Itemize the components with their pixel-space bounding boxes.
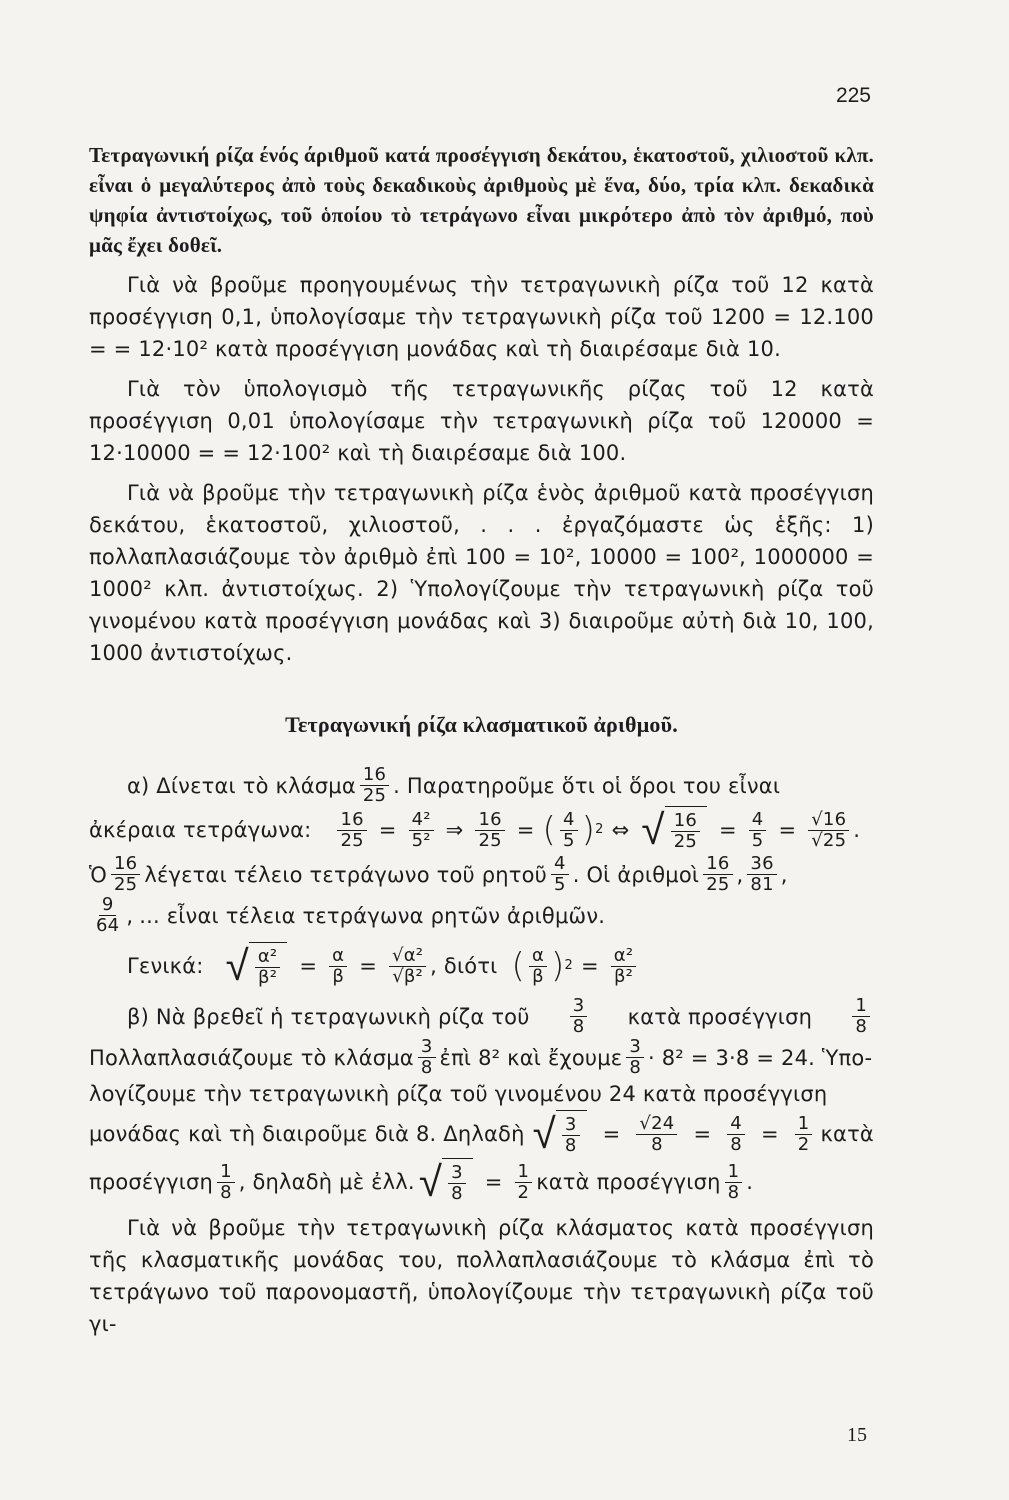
paragraph-3: Γιὰ νὰ βροῦμε τὴν τετραγωνικὴ ρίζα ἑνὸς ἀριθμοῦ κατὰ προσέγγιση δεκάτου, ἑκατοστοῦ, χιλιοστοῦ, . . . ἐργαζόμαστε ὡς ἑξῆς: 1) πολλαπλασιάζουμε τὸν ἀριθμὸ ἐπὶ 100 = 10², 10000 = 100², 1000000 = 1000² κλπ. ἀντιστοίχως. 2) Ὑπολογίζουμε τὴν τετραγωνικὴ ρίζα τοῦ γινομένου κατὰ προσέγγιση μονάδας καὶ 3) διαιροῦμε αὐτὴ διὰ 10, 100, 1000 ἀντιστοίχως. (89, 481, 874, 665)
paragraph-1: Γιὰ νὰ βροῦμε προηγουμένως τὴν τετραγωνικὴ ρίζα τοῦ 12 κατὰ προσέγγιση 0,1, ὑπολογίσαμε τὴν τετραγωνικὴ ρίζα τοῦ 1200 = 12.100 = = 12·10² κατὰ προσέγγιση μονάδας καὶ τὴ διαιρέσαμε διὰ 10. (89, 273, 874, 361)
o-prefix: Ὁ (89, 862, 108, 887)
fraction-a-b: $\frac{\alpha}{\beta}$ (529, 946, 547, 987)
page-content (89, 140, 874, 1348)
alpha-line-1 (89, 765, 874, 806)
o-end: ... εἶναι τέλεια τετράγωνα ρητῶν ἀριθμῶν. (139, 903, 606, 928)
alpha-after: . Παρατηροῦμε ὅτι οἱ ὅροι του εἶναι (393, 773, 781, 798)
o-text: λέγεται τέλειο τετράγωνο τοῦ ρητοῦ (144, 862, 548, 887)
fraction-16-25: $\frac{16}{25}$ (111, 854, 140, 895)
fraction-4sq-5sq: $\frac{\text{4²}}{\text{5²}}$ (409, 810, 434, 851)
beta-mult-mid: ἐπὶ 8² καὶ ἔχουμε (439, 1045, 623, 1070)
fraction-4-8: $\frac{4}{8}$ (727, 1114, 745, 1155)
because-text: , διότι (430, 954, 498, 978)
sqrt-a2-b2: √ $\frac{\text{α²}}{\text{β²}}$ (226, 942, 288, 990)
sqrt-3-8: √ $\frac{3}{8}$ (533, 1110, 587, 1158)
fraction-a-b: $\frac{\alpha}{\beta}$ (329, 946, 347, 987)
alpha-line-2: ἀκέραια τετράγωνα: $\frac{16}{25}$ = $\frac{\text{4²}}{\text{5²}}$ ⇒ $\frac{16}{25}$ = ( $\frac{4}{5}$ ) 2 ⇔ √ $\frac{16}{25}$ = $\frac{4}{5}$ = $\frac{√16}{√25}$ . (89, 805, 861, 854)
iff-symbol: ⇔ (611, 818, 630, 842)
beta-line-3: λογίζουμε τὴν τετραγωνικὴ ρίζα τοῦ γινομένου 24 κατὰ προσέγγιση (89, 1082, 828, 1106)
fraction-4-5: $\frac{4}{5}$ (749, 810, 767, 851)
section-heading: Τετραγωνική ρίζα κλασματικοῦ ἀριθμοῦ. (285, 712, 678, 737)
beta-lead: β) Νὰ βρεθεῖ ἡ τετραγωνικὴ ρίζα τοῦ (127, 1004, 530, 1029)
fraction-36-81: $\frac{36}{81}$ (747, 854, 776, 895)
fraction-1-8: $\frac{1}{8}$ (725, 1162, 743, 1203)
signature-number: 15 (847, 1424, 867, 1446)
sqrt-3-8: √ $\frac{3}{8}$ (419, 1158, 473, 1206)
fraction-1-2: $\frac{1}{2}$ (515, 1162, 533, 1203)
fraction-1-2: $\frac{1}{2}$ (795, 1114, 813, 1155)
fraction-3-8: $\frac{3}{8}$ (626, 1037, 644, 1078)
fraction-sqrta2-sqrtb2: $\frac{\text{√α²}}{\text{√β²}}$ (389, 946, 426, 987)
fraction-1-8: $\frac{1}{8}$ (217, 1162, 235, 1203)
general-label: Γενικά: (127, 954, 204, 978)
fraction-4-5: $\frac{4}{5}$ (560, 810, 578, 851)
alpha-line-3: Ὁ $\frac{16}{25}$ λέγεται τέλειο τετράγωνο τοῦ ρητοῦ $\frac{4}{5}$ . Οἱ ἀριθμοὶ $\frac{16}{25}$ , $\frac{36}{81}$ , (89, 853, 788, 895)
beta-line-2 (89, 1037, 874, 1078)
fraction-sqrt24-8: $\frac{√24}{8}$ (636, 1114, 677, 1155)
fraction-sqrt16-sqrt25: $\frac{√16}{√25}$ (808, 810, 849, 851)
alpha-line-4: $\frac{9}{64}$ , ... εἶναι τέλεια τετράγωνα ρητῶν ἀριθμῶν. (89, 895, 874, 936)
beta-line-5: προσέγγιση $\frac{1}{8}$ , δηλαδὴ μὲ ἐλλ. √ $\frac{3}{8}$ = $\frac{1}{2}$ κατὰ προσέγγιση $\frac{1}{8}$ . (89, 1157, 754, 1206)
fraction-3-8: $\frac{3}{8}$ (418, 1037, 436, 1078)
fraction-16-25: $\frac{16}{25}$ (703, 854, 732, 895)
alpha-line2-lead: ἀκέραια τετράγωνα: (89, 818, 312, 842)
fraction-16-25: $\frac{16}{25}$ (475, 810, 504, 851)
fraction-a2-b2: $\frac{\text{α²}}{\text{β²}}$ (611, 946, 636, 987)
beta-line-1 (89, 996, 874, 1037)
beta-approx: κατὰ προσέγγιση (627, 1004, 813, 1029)
alpha-lead: α) Δίνεται τὸ κλάσμα (127, 773, 356, 798)
sqrt-16-25: √ $\frac{16}{25}$ (641, 806, 707, 854)
paragraph-last: Γιὰ νὰ βροῦμε τὴν τετραγωνικὴ ρίζα κλάσματος κατὰ προσέγγιση τῆς κλασματικῆς μονάδας του, πολλαπλασιάζουμε τὸ κλάσμα ἐπὶ τὸ τετράγωνο τοῦ παρονομαστῆ, ὑπολογίζουμε τὴν τετραγωνικὴ ρίζα τοῦ γι- (89, 1216, 874, 1336)
fraction-16-25: $\frac{16}{25}$ (360, 765, 389, 806)
fraction-4-5: $\frac{4}{5}$ (551, 854, 569, 895)
general-formula: Γενικά: √ $\frac{\text{α²}}{\text{β²}}$ = $\frac{\alpha}{\beta}$ = $\frac{\text{√α²}}{\text{√β²}}$ , διότι ( $\frac{\alpha}{\beta}$ ) 2 = $\frac{\text{α²}}{\text{β²}}$ (89, 942, 874, 990)
fraction-16-25: $\frac{16}{25}$ (337, 810, 366, 851)
beta-line-4: μονάδας καὶ τὴ διαιροῦμε διὰ 8. Δηλαδὴ √ $\frac{3}{8}$ = $\frac{√24}{8}$ = $\frac{4}{8}$ = $\frac{1}{2}$ κατὰ (89, 1109, 874, 1158)
paragraph-2: Γιὰ τὸν ὑπολογισμὸ τῆς τετραγωνικῆς ρίζας τοῦ 12 κατὰ προσέγγιση 0,01 ὑπολογίσαμε τὴν τετραγωνικὴ ρίζα τοῦ 120000 = 12·10000 = = 12·100² καὶ τὴ διαιρέσαμε διὰ 100. (89, 377, 874, 465)
o-nums: . Οἱ ἀριθμοὶ (572, 862, 700, 887)
implies-symbol: ⇒ (445, 818, 464, 842)
beta-mult-lead: Πολλαπλασιάζουμε τὸ κλάσμα (89, 1045, 414, 1070)
fraction-1-8: $\frac{1}{8}$ (852, 996, 870, 1037)
definition-text: Τετραγωνική ρίζα ένός άριθμοῦ κατά προσέγγιση δεκάτου, ἑκατοστοῦ, χιλιοστοῦ κλπ. εἶναι ὁ μεγαλύτερος ἀπὸ τοὺς δεκαδικοὺς ἀριθμοὺς μὲ ἕνα, δύο, τρία κλπ. δεκαδικὰ ψηφία ἀντιστοίχως, τοῦ ὁποίου τὸ τετράγωνο εἶναι μικρότερο ἀπὸ τὸν ἀριθμό, ποὺ μᾶς ἔχει δοθεῖ. (89, 143, 874, 257)
fraction-3-8: $\frac{3}{8}$ (570, 996, 588, 1037)
fraction-9-64: $\frac{9}{64}$ (96, 894, 120, 936)
beta-mult-end: · 8² = 3·8 = 24. Ὑπο- (648, 1045, 873, 1070)
page-number: 225 (835, 84, 871, 107)
